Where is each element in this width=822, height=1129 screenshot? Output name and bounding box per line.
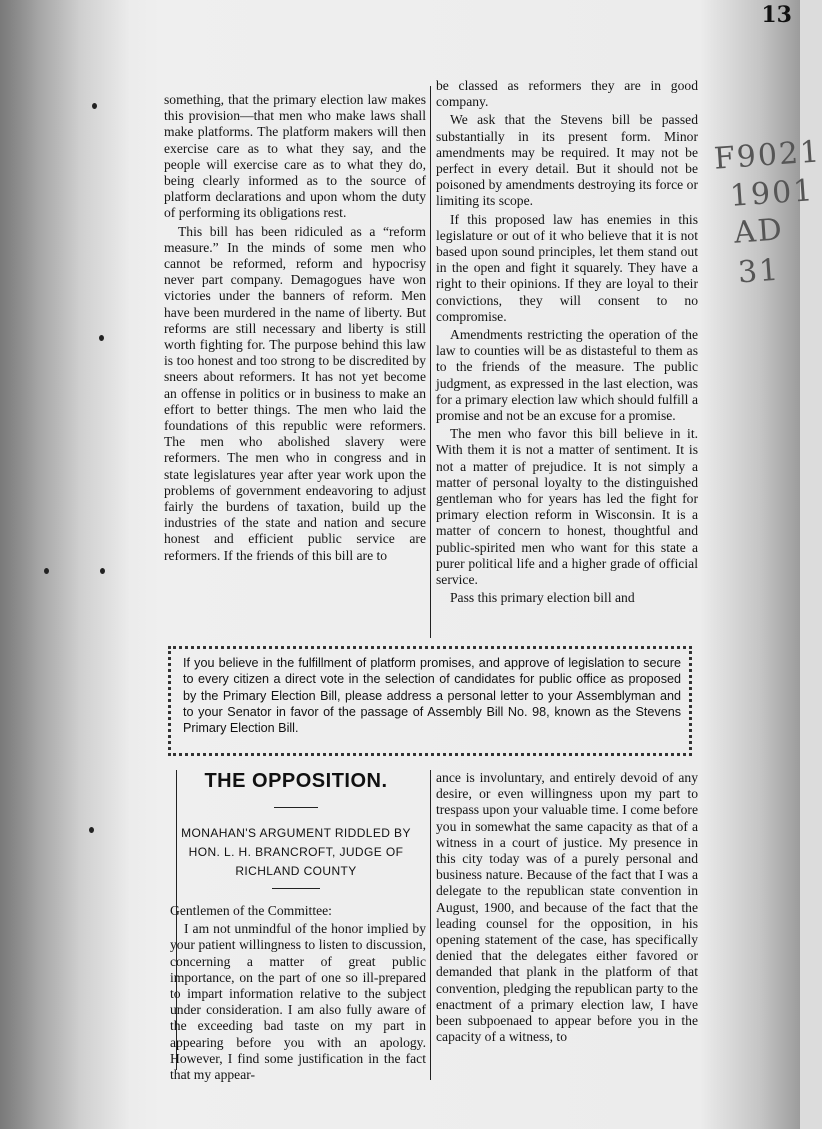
paragraph: We ask that the Stevens bill be passed substantially in its present form. Minor amendments may be required. It may not be perfect in every detail. But it should not be poisoned by amendments destroying its force or limiting its scope. <box>436 112 698 209</box>
subhead-rule <box>272 888 320 889</box>
notice-text: If you believe in the fulfillment of platform promises, and approve of legislation to secure to every citizen a direct vote in the selection of candidates for public office as proposed by the Primary Election Bill, please address a personal letter to your Assemblyman and to your Senator in favor of the passage of Assembly Bill No. 98, known as the Stevens Primary Election Bill. <box>183 656 681 736</box>
paragraph: something, that the primary election law makes this provision—that men who make laws shall make platforms. The platform makers will then exercise care as to what they say, and the people will exercise care as to what they do, being clearly informed as to the source of platform declarations and upon whom the duty of performing its obligations rest. <box>164 92 426 221</box>
article-subhead: MONAHAN'S ARGUMENT RIDDLED BY HON. L. H. BRANCROFT, JUDGE OF RICHLAND COUNTY <box>181 826 411 878</box>
scan-margin-shadow <box>0 0 130 1129</box>
scan-speck <box>100 568 105 574</box>
page-number: 13 <box>761 2 792 28</box>
section-title: THE OPPOSITION. <box>204 770 388 792</box>
title-rule <box>274 807 318 808</box>
scan-speck <box>99 335 104 341</box>
handwritten-note-line-2: 1901 <box>728 173 816 214</box>
scan-speck <box>89 827 94 833</box>
article-column-right-bottom <box>436 770 698 1045</box>
handwritten-note-line-3: AD <box>732 212 785 251</box>
scan-speck <box>92 103 97 109</box>
paragraph: be classed as reformers they are in good company. <box>436 78 698 110</box>
column-rule-bottom <box>430 770 431 1080</box>
article-column-left-top <box>164 92 426 564</box>
paragraph: Amendments restricting the operation of the law to counties will be as distasteful to them as to the friends of the measure. The public judgment, as expressed in the last election, was for a primary election law which should fulfill a promise and not be an excuse for a promise. <box>436 327 698 424</box>
article-column-left-bottom <box>170 903 426 1083</box>
scan-speck <box>44 568 49 574</box>
article-column-right-top <box>436 78 698 607</box>
salutation: Gentlemen of the Committee: <box>170 903 332 918</box>
paragraph: The men who favor this bill believe in it. With them it is not a matter of sentiment. It is not a matter of prejudice. It is not simply a matter of personal loyalty to the distinguished gentleman who for years has led the fight for primary election reform in Wisconsin. It is a matter of concern to honest, thoughtful and public-spirited men who want for this state a purer political life and a higher grade of official service. <box>436 426 698 588</box>
handwritten-note-line-1: F9021 <box>712 134 822 177</box>
paragraph: If this proposed law has enemies in this legislature or out of it who believe that it is not based upon sound principles, let them stand out in the open and fight it squarely. They have a right to their opinions. If they are loyal to their convictions, they will consent to no compromise. <box>436 211 698 324</box>
column-rule-top <box>430 86 431 638</box>
paragraph: I am not unmindful of the honor implied by your patient willingness to listen to discussion, concerning a matter of great public importance, on the part of one so ill-prepared to impart information relative to the subject under consideration. I am also fully aware of the exceeding bad taste on my part in appearing before you with an apology. However, I find some justification in the fact that my appear- <box>170 921 426 1083</box>
paragraph: ance is involuntary, and entirely devoid of any desire, or even willingness upon my part to trespass upon your valuable time. I come before you in somewhat the same capacity as that of a witness in a court of justice. My presence in this city today was of a purely personal and business nature. Because of the fact that I was a delegate to the republican state convention in August, 1900, and because of the fact that the leading counsel for the opposition, in his opening statement of the case, has specifically denied that the delegates either favored or demanded that plank in the platform of that convention, pledging the republican party to the enactment of a primary election law, I have been subpoenaed to appear before you in the capacity of a witness, to <box>436 770 698 1045</box>
handwritten-note-line-4: 31 <box>736 252 782 291</box>
notice-box <box>168 646 692 756</box>
paragraph: Pass this primary election bill and <box>450 590 635 606</box>
paragraph: This bill has been ridiculed as a “reform measure.” In the minds of some men who cannot be reformed, reform and hypocrisy never part company. Demagogues have won victories under the banners of reform. Men have been murdered in the name of liberty. But reforms are still necessary and liberty is still worth fighting for. The purpose behind this law is too honest and too strong to be discredited by sneers about reformers. It has not yet become an offense in politics or in business to make an effort to better things. The men who laid the foundations of this republic were reformers. The men who abolished slavery were reformers. The men who in congress and in state legislatures year after year work upon the problems of government endeavoring to adjust fairly the burdens of taxation, build up the industries of the state and nation and secure honest and efficient public service are reformers. If the friends of this bill are to <box>164 223 426 563</box>
